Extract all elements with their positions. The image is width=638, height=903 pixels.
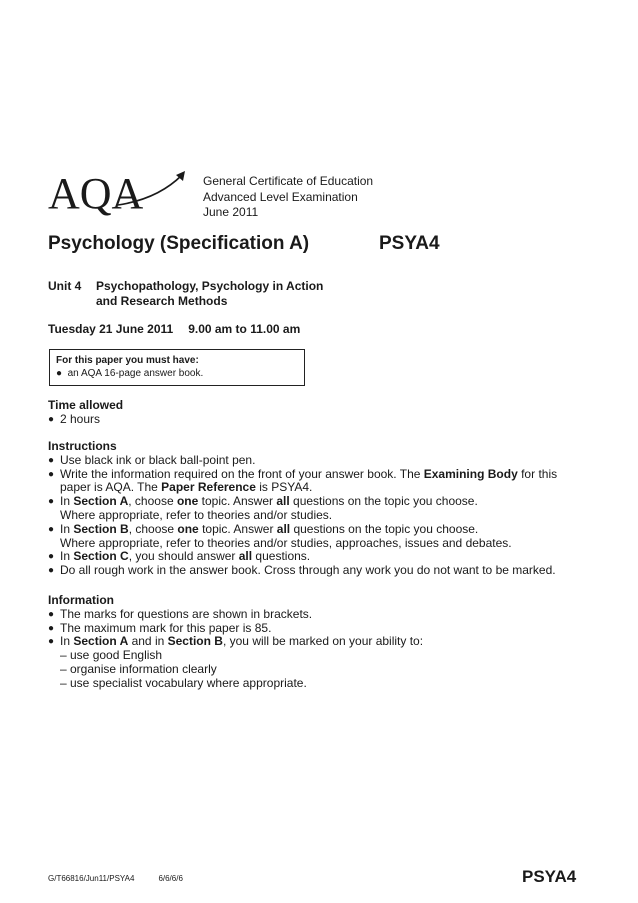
- must-have-box: [49, 349, 305, 386]
- time-allowed-section: [48, 399, 588, 427]
- list-item: ● The maximum mark for this paper is 85.: [48, 620, 272, 635]
- must-have-item: [56, 367, 304, 380]
- aqa-logo: [48, 165, 194, 217]
- instructions-section: [48, 440, 588, 578]
- footer-version: 6/6/6/6: [158, 874, 183, 883]
- bullet-icon: ●: [48, 622, 55, 634]
- unit-title: [96, 279, 416, 309]
- footer-ref-code: G/T66816/Jun11/PSYA4: [48, 874, 135, 883]
- unit-title-line-1: Psychopathology, Psychology in Action: [96, 279, 324, 293]
- information-section: [48, 594, 588, 691]
- list-item-continuation: paper is AQA. The Paper Reference is PSYA4.: [60, 480, 313, 495]
- bullet-icon: ●: [48, 413, 55, 425]
- time-allowed-heading: Time allowed: [48, 398, 124, 412]
- list-item: ● In Section A and in Section B, you will be marked on your ability to:: [48, 634, 424, 649]
- date-row: [48, 322, 300, 336]
- aqa-logo-text: AQA: [48, 169, 144, 217]
- sub-item: – organise information clearly: [60, 661, 217, 676]
- exam-line-3: June 2011: [203, 205, 259, 219]
- list-item: ● In Section A, choose one topic. Answer all questions on the topic you choose.: [48, 494, 478, 509]
- list-item: ● Use black ink or black ball-point pen.: [48, 452, 256, 467]
- instructions-heading: Instructions: [48, 439, 117, 453]
- list-item: ● Do all rough work in the answer book. Cross through any work you do not want to be marked.: [48, 563, 556, 578]
- sub-item: – use specialist vocabulary where appropriate.: [60, 675, 307, 690]
- bullet-icon: ●: [48, 551, 55, 563]
- exam-line-1: General Certificate of Education: [203, 174, 374, 188]
- bullet-icon: ●: [48, 608, 55, 620]
- must-have-item-text: an AQA 16-page answer book.: [67, 368, 204, 379]
- list-item-continuation: Where appropriate, refer to theories and/or studies.: [60, 507, 333, 522]
- unit-title-line-2: and Research Methods: [96, 294, 228, 308]
- list-item: ● 2 hours: [48, 411, 101, 426]
- exam-info: [203, 174, 373, 221]
- footer-reference: [48, 874, 183, 883]
- bullet-icon: ●: [56, 368, 63, 379]
- exam-line-2: Advanced Level Examination: [203, 189, 358, 204]
- information-heading: Information: [48, 593, 114, 607]
- bullet-icon: ●: [48, 636, 55, 648]
- footer-paper-code: PSYA4: [522, 867, 577, 886]
- bullet-icon: ●: [48, 565, 55, 577]
- list-item: ● The marks for questions are shown in brackets.: [48, 606, 313, 621]
- exam-time: 9.00 am to 11.00 am: [188, 322, 301, 336]
- list-item: ● In Section B, choose one topic. Answer all questions on the topic you choose.: [48, 521, 479, 536]
- paper-code: PSYA4: [379, 233, 440, 254]
- exam-date: Tuesday 21 June 2011: [48, 322, 174, 336]
- aqa-logo-graphic: [48, 165, 194, 217]
- bullet-icon: ●: [48, 496, 55, 508]
- must-have-heading: For this paper you must have:: [56, 355, 199, 366]
- list-item-continuation: Where appropriate, refer to theories and/or studies, approaches, issues and debates.: [60, 535, 512, 550]
- list-item: ● In Section C, you should answer all questions.: [48, 549, 311, 564]
- list-item: ● Write the information required on the front of your answer book. The Examining Body for this: [48, 466, 558, 481]
- sub-item: – use good English: [60, 648, 163, 663]
- paper-title: Psychology (Specification A): [48, 233, 310, 254]
- unit-label: Unit 4: [48, 279, 82, 293]
- bullet-icon: ●: [48, 468, 55, 480]
- bullet-icon: ●: [48, 523, 55, 535]
- bullet-icon: ●: [48, 454, 55, 466]
